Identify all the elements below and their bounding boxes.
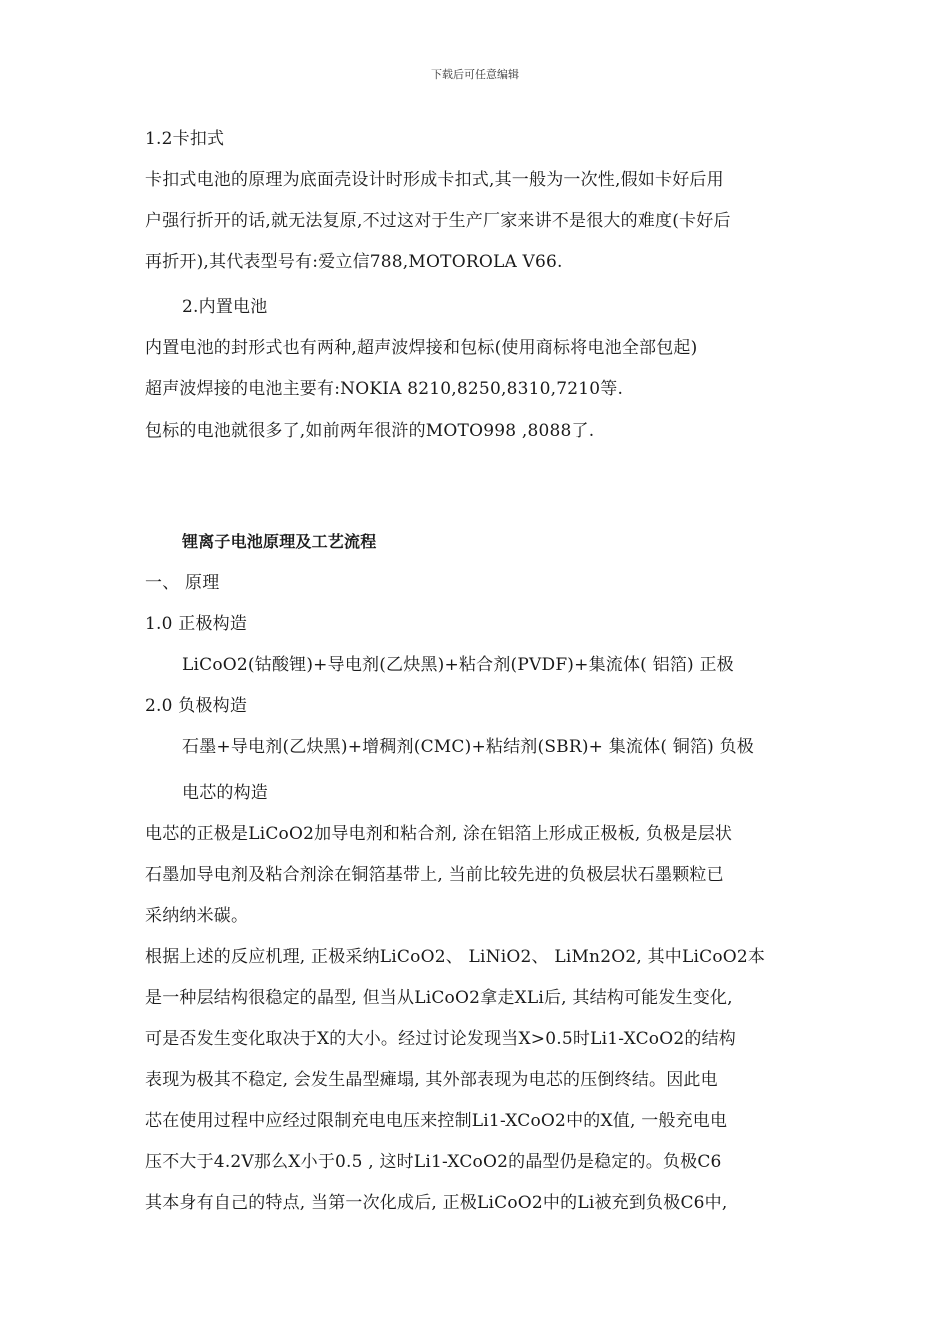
paragraph-line: 内置电池的封形式也有两种,超声波焊接和包标(使用商标将电池全部包起) bbox=[145, 338, 698, 358]
paragraph-line: 电芯的正极是LiCoO2加导电剂和粘合剂, 涂在铝箔上形成正极板, 负极是层状 bbox=[145, 824, 733, 844]
paragraph-line: 包标的电池就很多了,如前两年很浒的MOTO998 ,8088了. bbox=[145, 421, 595, 441]
article-title: 锂离子电池原理及工艺流程 bbox=[182, 532, 377, 551]
paragraph-line: 再折开),其代表型号有:爱立信788,MOTOROLA V66. bbox=[145, 252, 563, 272]
section-heading: 一、 原理 bbox=[145, 573, 220, 593]
subsection-heading: 2.0 负极构造 bbox=[145, 696, 248, 716]
paragraph-line: 超声波焊接的电池主要有:NOKIA 8210,8250,8310,7210等. bbox=[145, 379, 624, 399]
section-heading: 2.内置电池 bbox=[182, 297, 268, 317]
paragraph-line: 卡扣式电池的原理为底面壳设计时形成卡扣式,其一般为一次性,假如卡好后用 bbox=[145, 170, 724, 190]
paragraph-line: 采纳纳米碳。 bbox=[145, 906, 249, 926]
paragraph-line: 是一种层结构很稳定的晶型, 但当从LiCoO2拿走XLi后, 其结构可能发生变化, bbox=[145, 988, 733, 1008]
paragraph-line: 可是否发生变化取决于X的大小。经过讨论发现当X>0.5时Li1-XCoO2的结构 bbox=[145, 1029, 736, 1049]
subsection-heading: 1.0 正极构造 bbox=[145, 614, 248, 634]
paragraph-line: 户强行折开的话,就无法复原,不过这对于生产厂家来讲不是很大的难度(卡好后 bbox=[145, 211, 731, 231]
paragraph-line: 压不大于4.2V那么X小于0.5 , 这时Li1-XCoO2的晶型仍是稳定的。负极C6 bbox=[145, 1152, 722, 1172]
paragraph-line: LiCoO2(钴酸锂)+导电剂(乙炔黑)+粘合剂(PVDF)+集流体( 铝箔) 正极 bbox=[182, 655, 734, 675]
paragraph-line: 根据上述的反应机理, 正极采纳LiCoO2、 LiNiO2、 LiMn2O2, 其中LiCoO2本 bbox=[145, 947, 766, 967]
paragraph-line: 石墨加导电剂及粘合剂涂在铜箔基带上, 当前比较先进的负极层状石墨颗粒已 bbox=[145, 865, 724, 885]
section-heading: 1.2卡扣式 bbox=[145, 129, 225, 149]
paragraph-line: 其本身有自己的特点, 当第一次化成后, 正极LiCoO2中的Li被充到负极C6中, bbox=[145, 1193, 728, 1213]
subsection-heading: 电芯的构造 bbox=[182, 783, 268, 803]
paragraph-line: 芯在使用过程中应经过限制充电电压来控制Li1-XCoO2中的X值, 一般充电电 bbox=[145, 1111, 728, 1131]
paragraph-line: 表现为极其不稳定, 会发生晶型瘫塌, 其外部表现为电芯的压倒终结。因此电 bbox=[145, 1070, 718, 1090]
paragraph-line: 石墨+导电剂(乙炔黑)+增稠剂(CMC)+粘结剂(SBR)+ 集流体( 铜箔) 负极 bbox=[182, 737, 755, 757]
page-header: 下载后可任意编辑 bbox=[431, 68, 519, 81]
